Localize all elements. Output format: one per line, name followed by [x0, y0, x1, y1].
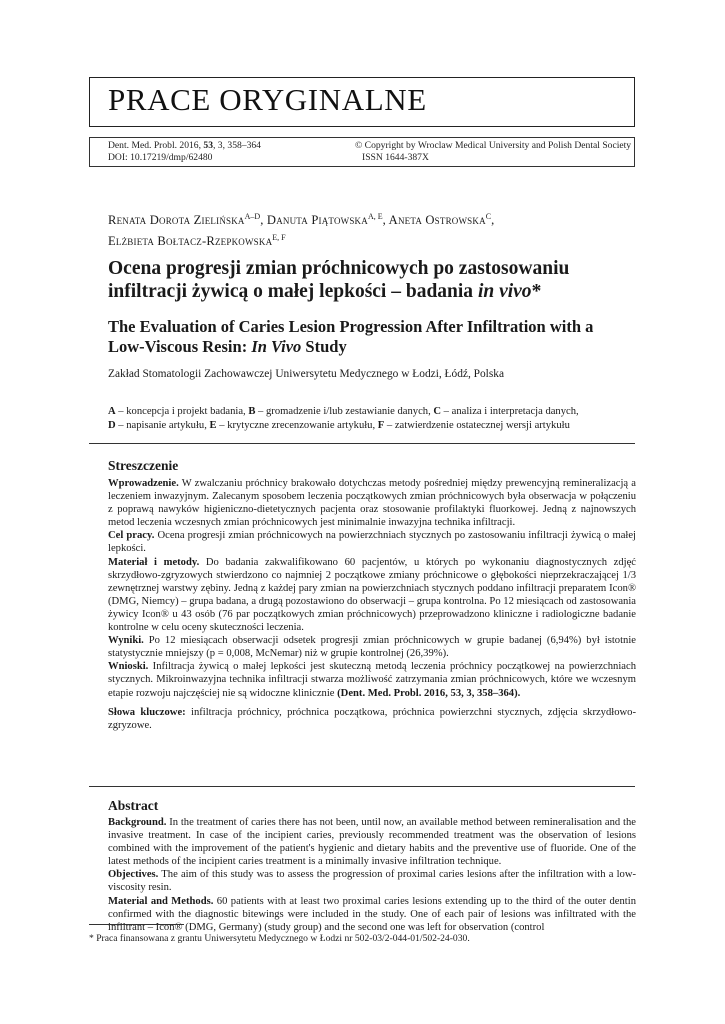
title-english: The Evaluation of Caries Lesion Progression After Infiltration with a Low-Viscous Resin: In Vivo Study	[108, 317, 594, 356]
paragraph: Objectives. The aim of this study was to assess the progression of proximal caries lesions after the infiltration with a low-viscosity resin.	[108, 869, 636, 894]
paragraph: Wprowadzenie. W zwalczaniu próchnicy brakowało dotychczas metody pośredniej między prewencyjną remineralizacją a leczeniem inwazyjnym. Zalecanym sposobem leczenia początkowych zmian próchnicowych była obserwacja w połączeniu z poprawą nawyków higieniczno-dietetycznych pacjenta oraz stosowanie profilaktyki fluorkowej. Jedną z najnowszych metod leczenia wczesnych zmian próchnicowych jest minimalnie inwazyjna technika infiltracji.	[108, 478, 636, 529]
paragraph: Material and Methods. 60 patients with at least two proximal caries lesions extending up to the third of the outer dentin confirmed with the diagnostic bitewings were included in the study. One of each pair of lesions was infiltrated with the infiltrant – Icon® (DMG, Germany) (study group) and the second one was left for observation (control	[108, 895, 636, 933]
abstract-body	[108, 816, 636, 934]
streszczenie-heading: Streszczenie	[108, 458, 179, 473]
author: Elżbieta Bołtacz-Rzepkowska$^{E, F}$	[108, 233, 286, 248]
divider	[89, 786, 635, 787]
author: Danuta Piątowska$^{A, E}$,	[266, 212, 389, 227]
title-polish: Ocena progresji zmian próchnicowych po zastosowaniu infiltracji żywicą o małej lepkości – badania in vivo*	[108, 258, 570, 302]
footnote-rule	[89, 924, 184, 925]
journal-citation: Dent. Med. Probl. 2016, 53, 3, 358–364	[108, 140, 261, 151]
streszczenie-body	[108, 477, 636, 732]
keywords: Słowa kluczowe: infiltracja próchnicy, próchnica początkowa, próchnica powierzchni stycznych, zdjęcia skrzydłowo-zgryzowe.	[108, 706, 636, 731]
paragraph: Cel pracy. Ocena progresji zmian próchnicowych na powierzchniach stycznych po zastosowaniu infiltracji żywicą o małej lepkości.	[108, 530, 636, 555]
issn: ISSN 1644-387X	[362, 152, 429, 163]
paragraph: Materiał i metody. Do badania zakwalifikowano 60 pacjentów, u których po wykonaniu diagnostycznych zdjęć skrzydłowo-zgryzowych stwierdzono co najmniej 2 początkowe zmiany próchnicowe o głębokości nieprzekraczającej 1/3 zewnętrznej warstwy zębiny. Jedną z każdej pary zmian na powierzchniach stycznych poddano infiltracji preparatem Icon® (DMG, Niemcy) – grupa badana, a drugą pozostawiono do obserwacji – grupa kontrolna. Po 12 miesiącach od zastosowania żywicy Icon® u 43 osób (76 par początkowych zmian próchnicowych) przeprowadzono kliniczne i radiologiczne badanie kontrolne w celu oceny skuteczności leczenia.	[108, 556, 636, 634]
abstract-heading: Abstract	[108, 798, 159, 813]
author: Aneta Ostrowska$^C$,	[388, 212, 495, 227]
divider	[89, 443, 635, 444]
paragraph: Background. In the treatment of caries there has not been, until now, an available method between remineralisation and the invasive treatment. In case of the incipient caries, previously recommended treatment was the observation of lesions combined with the improvement of the patient's hygienic and dietary habits and the preventive use of fluoride. One of the latest methods of the incipient caries treatment is a minimally invasive infiltration technique.	[108, 817, 636, 868]
author: Renata Dorota Zielińska$^{A-D}$,	[108, 212, 267, 227]
copyright: © Copyright by Wroclaw Medical University and Polish Dental Society	[355, 140, 632, 151]
footnote: * Praca finansowana z grantu Uniwersytetu Medycznego w Łodzi nr 502-03/2-044-01/502-24-030.	[89, 933, 470, 944]
author-list	[108, 208, 628, 250]
affiliation: Zakład Stomatologii Zachowawczej Uniwersytetu Medycznego w Łodzi, Łódź, Polska	[108, 368, 505, 380]
paragraph: Wnioski. Infiltracja żywicą o małej lepkości jest skuteczną metodą leczenia próchnicy początkowej na powierzchniach stycznych. Mikroinwazyjna technika infiltracji stwarza możliwość zatrzymania zmian próchnicowych, które we wczesnym etapie rozwoju najczęściej nie są widoczne klinicznie (Dent. Med. Probl. 2016, 53, 3, 358–364).	[108, 661, 636, 699]
author-contributions: A – koncepcja i projekt badania, B – gromadzenie i/lub zestawianie danych, C – analiza i interpretacja danych, D – napisanie artykułu, E – krytyczne zrecenzowanie artykułu, F – zatwierdzenie ostatecznej wersji artykułu	[108, 406, 579, 431]
paragraph: Wyniki. Po 12 miesiącach obserwacji odsetek progresji zmian próchnicowych w grupie badanej (6,94%) był istotnie statystycznie mniejszy (p = 0,008, McNemar) niż w grupie kontrolnej (26,39%).	[108, 635, 636, 660]
section-title: PRACE ORYGINALNE	[108, 82, 427, 117]
doi: DOI: 10.17219/dmp/62480	[108, 152, 213, 163]
